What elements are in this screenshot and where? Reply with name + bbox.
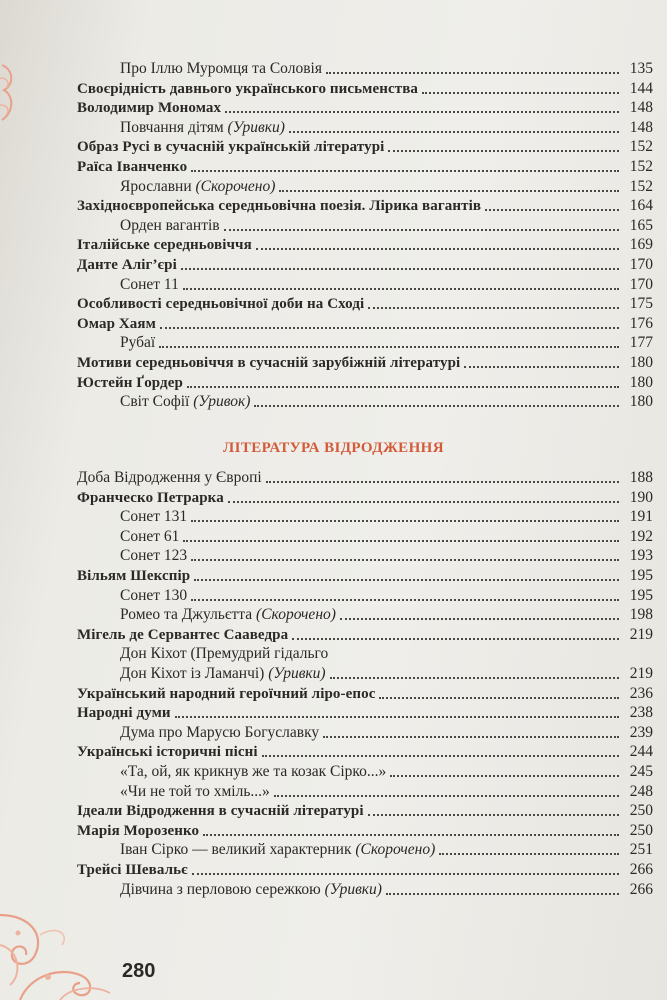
toc-entry-note: (Скорочено) (195, 177, 276, 195)
toc-page-number: 245 (629, 763, 653, 780)
toc-page-number: 195 (629, 586, 653, 604)
dot-leader (254, 385, 619, 407)
toc-entry-text: Світ Софії (120, 393, 190, 411)
toc-entry-text: Сонет 61 (120, 527, 180, 545)
toc-entry-text: Марія Морозенко (77, 822, 200, 839)
toc-entry-text: Доба Відродження у Європі (77, 469, 262, 486)
toc-page-number: 144 (629, 79, 653, 97)
toc-page-number: 152 (629, 177, 653, 195)
toc-page-number: 176 (629, 314, 653, 332)
toc-entry (0, 878, 667, 900)
toc-entry-text: Мотиви середньовіччя в сучасній зарубіжній літературі (77, 355, 461, 371)
toc-page-number: 164 (629, 197, 653, 215)
dot-leader (386, 873, 619, 895)
toc-entry-text: Дон Кіхот із Ламанчі) (120, 665, 265, 682)
toc-entry-text: Образ Русі в сучасній українській літературі (77, 139, 385, 156)
page-number: 280 (122, 960, 156, 982)
toc-entry-text: Західноєвропейська середньовічна поезія. Лірика вагантів (77, 198, 482, 215)
toc-page-number: 165 (629, 216, 653, 234)
floral-ornament-icon (0, 905, 140, 1000)
toc-entry-text: Ідеали Відродження в сучасній літературі (77, 803, 364, 820)
toc-entry-text: Народні думи (77, 705, 171, 722)
toc-entry-text: Вільям Шекспір (77, 568, 191, 584)
toc-page-number: 175 (629, 295, 653, 313)
toc-page-number: 177 (629, 334, 653, 352)
toc-page-number: 188 (629, 469, 653, 486)
toc-entry-text: Орден вагантів (120, 216, 220, 234)
toc-entry-text: Володимир Мономах (77, 100, 222, 117)
toc-page-number: 170 (629, 275, 653, 293)
toc-entry-text: Трейсі Шевальє (77, 862, 188, 878)
toc-page-number: 180 (629, 393, 653, 411)
toc-page-number: 236 (629, 684, 653, 702)
toc-entry-text: Дівчина з перловою сережкою (120, 880, 321, 898)
toc-page-number: 148 (629, 99, 653, 117)
toc-entry-title: Дон Кіхот (Премудрий гідальго (120, 645, 329, 663)
toc-entry-text: Сонет 123 (120, 547, 188, 565)
toc-entry-text: Ромео та Джульєтта (120, 606, 253, 624)
toc-page-number: 193 (629, 547, 653, 565)
toc-entry-text: Український народний героїчний ліро-епос (77, 685, 376, 702)
toc-page-number: 266 (629, 861, 653, 878)
toc-page-number: 170 (629, 256, 653, 273)
toc-entry-text: Про Іллю Муромця та Соловія (120, 60, 322, 77)
toc-entry-text: Сонет 130 (120, 586, 188, 604)
toc-entry (0, 390, 667, 412)
toc-page-number: 251 (629, 841, 653, 859)
toc-page-number: 239 (629, 723, 653, 741)
toc-entry-text: Мігель де Сервантес Сааведра (77, 626, 289, 643)
section-heading: ЛІТЕРАТУРА ВІДРОДЖЕННЯ (223, 440, 444, 456)
toc-entry-title (120, 392, 254, 412)
toc-entry-text: Українські історичні пісні (77, 744, 258, 761)
toc-page-number: 169 (629, 236, 653, 254)
toc-entry-note: (Уривки) (227, 118, 285, 136)
toc-page-number: 195 (629, 567, 653, 584)
toc-entry-text: Данте Аліг’єрі (77, 257, 177, 273)
toc-entry-note: (Уривки) (268, 665, 326, 682)
toc-entry-title (120, 880, 386, 900)
toc-page-number: 152 (629, 158, 653, 175)
toc-page-number: 244 (629, 743, 653, 761)
toc-page-number: 180 (629, 373, 653, 391)
toc-page-number: 191 (629, 508, 653, 526)
toc-page-number: 250 (629, 802, 653, 820)
toc-page-number: 198 (629, 606, 653, 624)
toc-entry-note: (Уривки) (324, 880, 382, 898)
toc-entry-text: Юстейн Ґордер (77, 374, 183, 391)
toc-entry-text: Франческо Петрарка (77, 489, 224, 506)
toc-entry-text: «Чи не той то хміль...» (120, 782, 270, 800)
toc-entry-text: Особливості середньовічної доби на Сході (77, 296, 365, 313)
toc-page-number: 219 (629, 625, 653, 643)
toc-entry-text: Рубаї (120, 334, 156, 352)
toc-entry-text: Ярославни (120, 177, 192, 195)
toc-entry-text: Сонет 131 (120, 508, 188, 526)
toc-page-number: 238 (629, 704, 653, 722)
toc-entry-text: Іван Сірко — великий характерник (120, 841, 352, 859)
toc-page-number: 192 (629, 527, 653, 545)
toc-entry-text: Раїса Іванченко (77, 159, 188, 175)
toc-entry-text: Дума про Марусю Богуславку (120, 723, 320, 741)
toc-entry-text: Сонет 11 (120, 275, 179, 293)
toc-page-number: 250 (629, 821, 653, 839)
dot-leader (292, 618, 619, 640)
toc-page-number: 219 (629, 665, 653, 682)
toc-entry-text: Італійське середньовіччя (77, 237, 252, 254)
toc-page-number: 248 (629, 782, 653, 800)
toc-page-number: 266 (629, 880, 653, 898)
toc-entry-note: (Скорочено) (256, 606, 336, 624)
toc-page-number: 135 (629, 60, 653, 77)
toc-page-number: 152 (629, 138, 653, 156)
toc-page-number: 190 (629, 488, 653, 506)
toc-entry-text: Омар Хаям (77, 315, 156, 332)
toc-entry-note: (Скорочено) (355, 841, 436, 859)
toc-entry-text: Своєрідність давнього українського письменства (77, 80, 419, 97)
toc-entry-text: Повчання дітям (120, 118, 224, 136)
toc-page-number: 148 (629, 118, 653, 136)
toc-page-number: 180 (629, 354, 653, 371)
toc-entry-note: (Уривок) (193, 393, 251, 411)
toc-entry-text: «Та, ой, як крикнув же та козак Сірко...» (120, 763, 387, 780)
